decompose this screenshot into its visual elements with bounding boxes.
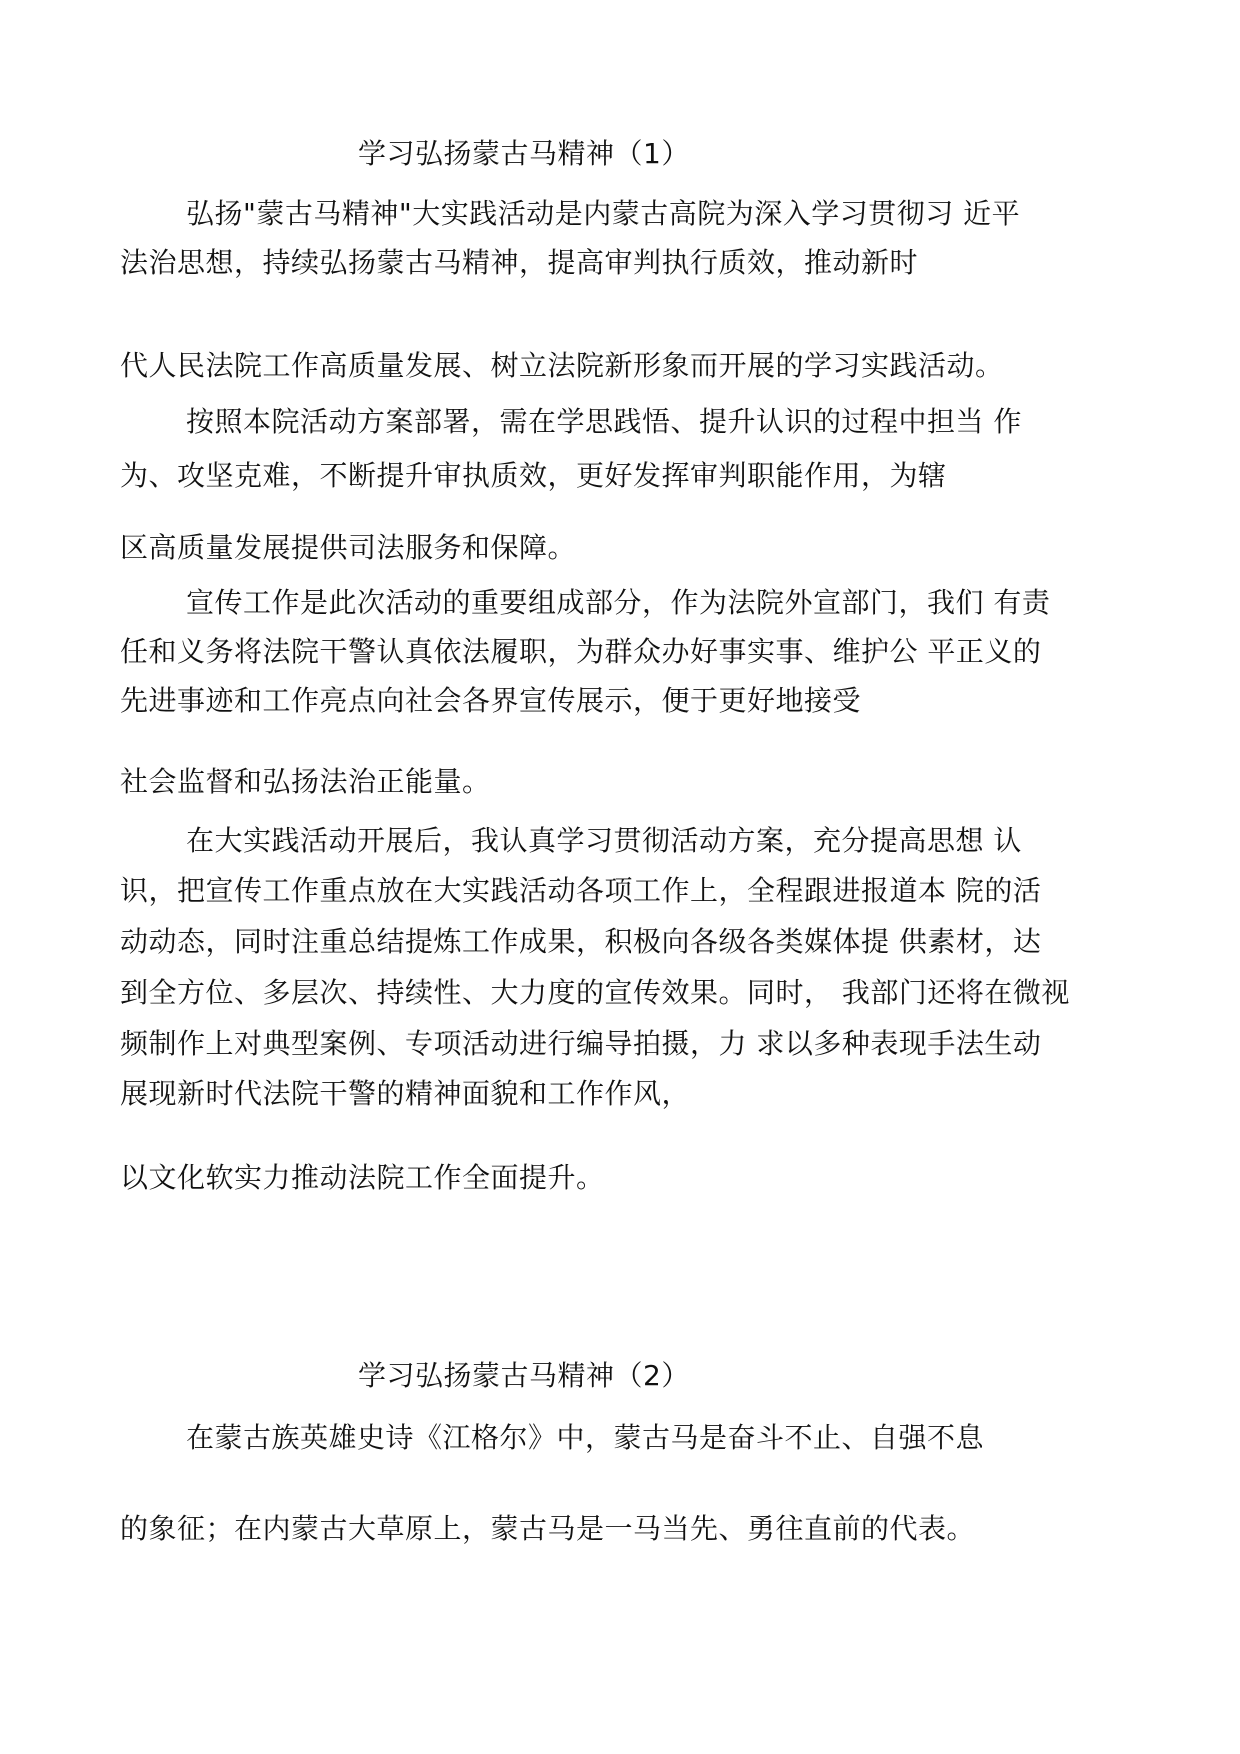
section-1-line-15: 频制作上对典型案例、专项活动进行编导拍摄，力 求以多种表现手法生动 [120, 1027, 1042, 1060]
section-1-line-16: 展现新时代法院干警的精神面貌和工作作风， [120, 1077, 691, 1110]
section-1-line-14: 到全方位、多层次、持续性、大力度的宣传效果。同时， 我部门还将在微视 [120, 976, 1070, 1009]
section-1-line-1: 弘扬"蒙古马精神"大实践活动是内蒙古高院为深入学习贯彻习 近平 [186, 197, 1021, 230]
section-1-line-6: 区高质量发展提供司法服务和保障。 [120, 531, 577, 564]
section-1-line-5: 为、攻坚克难，不断提升审执质效，更好发挥审判职能作用，为辖 [120, 459, 947, 492]
section-2-title: 学习弘扬蒙古马精神（2） [358, 1359, 690, 1392]
section-2-line-2: 的象征；在内蒙古大草原上，蒙古马是一马当先、勇往直前的代表。 [120, 1512, 976, 1545]
section-1-line-12: 识，把宣传工作重点放在大实践活动各项工作上，全程跟进报道本 院的活 [120, 874, 1042, 907]
section-1-line-11: 在大实践活动开展后，我认真学习贯彻活动方案，充分提高思想 认 [186, 824, 1022, 857]
section-1-line-9: 先进事迹和工作亮点向社会各界宣传展示，便于更好地接受 [120, 684, 862, 717]
section-1-line-4: 按照本院活动方案部署，需在学思践悟、提升认识的过程中担当 作 [186, 405, 1022, 438]
section-1-line-13: 动动态，同时注重总结提炼工作成果，积极向各级各类媒体提 供素材，达 [120, 925, 1042, 958]
section-1-line-17: 以文化软实力推动法院工作全面提升。 [120, 1161, 605, 1194]
section-1-line-3: 代人民法院工作高质量发展、树立法院新形象而开展的学习实践活动。 [120, 349, 1004, 382]
section-1-line-2: 法治思想，持续弘扬蒙古马精神，提高审判执行质效，推动新时 [120, 246, 919, 279]
section-1-line-10: 社会监督和弘扬法治正能量。 [120, 765, 491, 798]
section-2-line-1: 在蒙古族英雄史诗《江格尔》中，蒙古马是奋斗不止、自强不息 [186, 1421, 985, 1454]
section-1-line-7: 宣传工作是此次活动的重要组成部分，作为法院外宣部门，我们 有责 [186, 586, 1051, 619]
section-1-line-8: 任和义务将法院干警认真依法履职，为群众办好事实事、维护公 平正义的 [120, 635, 1042, 668]
section-1-title: 学习弘扬蒙古马精神（1） [358, 137, 690, 170]
